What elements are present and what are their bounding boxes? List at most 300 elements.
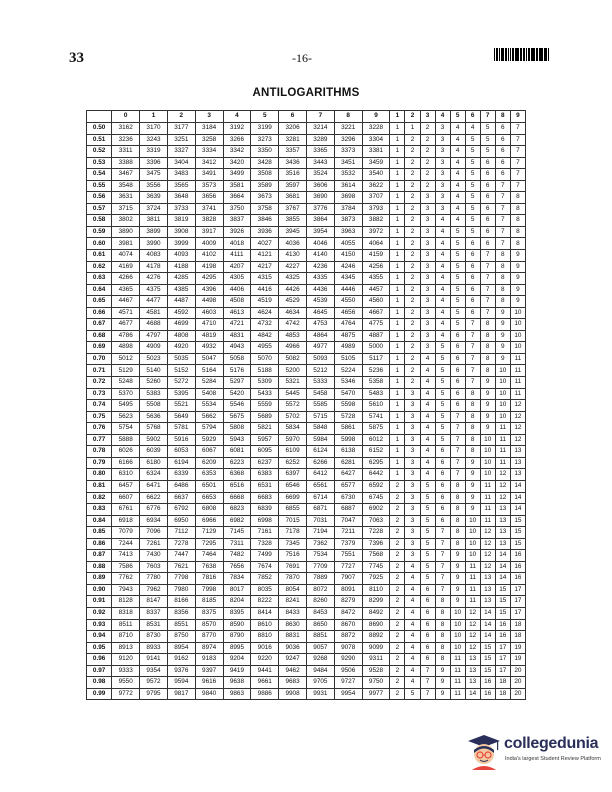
antilog-value: 3365 xyxy=(306,146,334,158)
mean-difference: 4 xyxy=(450,157,465,169)
mean-difference: 8 xyxy=(450,527,465,539)
mean-difference: 2 xyxy=(390,480,405,492)
mean-difference: 5 xyxy=(465,146,480,158)
antilog-value: 4074 xyxy=(112,250,140,262)
antilog-value: 5902 xyxy=(140,434,168,446)
mean-difference: 15 xyxy=(495,607,510,619)
antilog-value: 4797 xyxy=(140,330,168,342)
antilog-value: 8551 xyxy=(167,619,195,631)
mean-difference: 3 xyxy=(420,203,435,215)
table-row xyxy=(87,631,526,643)
header-mean-difference: 2 xyxy=(405,111,420,123)
antilog-value: 4842 xyxy=(251,330,279,342)
row-label: 0.93 xyxy=(87,619,112,631)
mean-difference: 3 xyxy=(405,423,420,435)
mean-difference: 4 xyxy=(450,203,465,215)
antilog-value: 3251 xyxy=(167,134,195,146)
antilog-value: 3707 xyxy=(362,192,390,204)
table-row xyxy=(87,226,526,238)
table-row xyxy=(87,180,526,192)
mean-difference: 8 xyxy=(435,596,450,608)
mean-difference: 9 xyxy=(495,319,510,331)
mean-difference: 1 xyxy=(390,388,405,400)
antilog-value: 4753 xyxy=(306,319,334,331)
antilog-value: 3846 xyxy=(251,215,279,227)
mean-difference: 11 xyxy=(450,654,465,666)
mean-difference: 9 xyxy=(435,665,450,677)
antilog-value: 9931 xyxy=(306,688,334,700)
row-label: 0.96 xyxy=(87,654,112,666)
mean-difference: 14 xyxy=(480,619,495,631)
antilog-value: 8453 xyxy=(306,607,334,619)
mean-difference: 8 xyxy=(465,423,480,435)
antilog-value: 4989 xyxy=(334,342,362,354)
table-row xyxy=(87,654,526,666)
mean-difference: 2 xyxy=(390,538,405,550)
mean-difference: 12 xyxy=(480,561,495,573)
mean-difference: 8 xyxy=(465,388,480,400)
mean-difference: 7 xyxy=(495,215,510,227)
antilog-value: 4295 xyxy=(195,273,223,285)
mean-difference: 13 xyxy=(480,596,495,608)
antilog-value: 4198 xyxy=(195,261,223,273)
mean-difference: 2 xyxy=(390,515,405,527)
antilog-value: 5768 xyxy=(140,423,168,435)
antilog-value: 4140 xyxy=(306,250,334,262)
antilog-value: 4775 xyxy=(362,319,390,331)
mean-difference: 6 xyxy=(480,192,495,204)
row-label: 0.68 xyxy=(87,330,112,342)
mean-difference: 4 xyxy=(405,642,420,654)
mean-difference: 5 xyxy=(450,296,465,308)
mean-difference: 1 xyxy=(390,411,405,423)
antilog-value: 9484 xyxy=(306,665,334,677)
antilog-value: 3811 xyxy=(140,215,168,227)
antilog-value: 5272 xyxy=(167,377,195,389)
antilog-value: 5572 xyxy=(279,400,307,412)
mean-difference: 11 xyxy=(450,665,465,677)
mean-difference: 6 xyxy=(420,619,435,631)
mean-difference: 4 xyxy=(450,123,465,135)
row-label: 0.81 xyxy=(87,480,112,492)
mean-difference: 5 xyxy=(465,226,480,238)
antilog-value: 3428 xyxy=(251,157,279,169)
mean-difference: 5 xyxy=(465,192,480,204)
antilog-value: 9333 xyxy=(112,665,140,677)
antilog-value: 7413 xyxy=(112,550,140,562)
antilog-value: 3162 xyxy=(112,123,140,135)
mean-difference: 1 xyxy=(390,273,405,285)
mean-difference: 4 xyxy=(435,319,450,331)
mean-difference: 3 xyxy=(420,296,435,308)
mean-difference: 5 xyxy=(420,492,435,504)
table-row xyxy=(87,192,526,204)
header-digit: 3 xyxy=(195,111,223,123)
antilog-value: 8035 xyxy=(251,584,279,596)
mean-difference: 6 xyxy=(465,296,480,308)
table-row xyxy=(87,400,526,412)
mean-difference: 11 xyxy=(495,434,510,446)
antilog-value: 6982 xyxy=(223,515,251,527)
table-row xyxy=(87,596,526,608)
mean-difference: 6 xyxy=(420,596,435,608)
antilog-value: 3882 xyxy=(362,215,390,227)
antilog-value: 3342 xyxy=(223,146,251,158)
mean-difference: 2 xyxy=(390,596,405,608)
antilog-value: 6592 xyxy=(362,480,390,492)
antilog-value: 4093 xyxy=(167,250,195,262)
antilog-value: 5848 xyxy=(306,423,334,435)
antilog-value: 5117 xyxy=(362,353,390,365)
mean-difference: 10 xyxy=(450,619,465,631)
antilog-value: 9616 xyxy=(195,677,223,689)
antilog-value: 5188 xyxy=(251,365,279,377)
barcode-bar xyxy=(546,48,547,61)
mean-difference: 13 xyxy=(510,446,525,458)
antilog-value: 9683 xyxy=(279,677,307,689)
antilog-value: 3499 xyxy=(223,169,251,181)
antilog-value: 8670 xyxy=(334,619,362,631)
mean-difference: 8 xyxy=(450,480,465,492)
mean-difference: 13 xyxy=(465,654,480,666)
antilog-value: 4764 xyxy=(334,319,362,331)
mean-difference: 9 xyxy=(450,596,465,608)
mean-difference: 18 xyxy=(510,631,525,643)
antilog-value: 7482 xyxy=(223,550,251,562)
antilog-value: 3273 xyxy=(251,134,279,146)
mean-difference: 9 xyxy=(510,273,525,285)
antilog-value: 4624 xyxy=(251,307,279,319)
mean-difference: 2 xyxy=(390,607,405,619)
row-label: 0.92 xyxy=(87,607,112,619)
row-label: 0.76 xyxy=(87,423,112,435)
mean-difference: 7 xyxy=(450,457,465,469)
mean-difference: 10 xyxy=(465,550,480,562)
mean-difference: 1 xyxy=(390,469,405,481)
mean-difference: 6 xyxy=(435,457,450,469)
antilog-value: 8872 xyxy=(334,631,362,643)
row-label: 0.58 xyxy=(87,215,112,227)
table-row xyxy=(87,273,526,285)
mean-difference: 4 xyxy=(420,365,435,377)
mean-difference: 9 xyxy=(495,330,510,342)
antilog-value: 4315 xyxy=(251,273,279,285)
mean-difference: 7 xyxy=(435,538,450,550)
antilog-value: 7261 xyxy=(140,538,168,550)
mean-difference: 5 xyxy=(450,226,465,238)
antilog-value: 7798 xyxy=(167,573,195,585)
antilog-value: 9397 xyxy=(195,665,223,677)
mean-difference: 5 xyxy=(420,561,435,573)
antilog-value: 9311 xyxy=(362,654,390,666)
table-row xyxy=(87,665,526,677)
antilog-value: 3311 xyxy=(112,146,140,158)
antilog-value: 6152 xyxy=(362,446,390,458)
antilog-value: 5916 xyxy=(167,434,195,446)
antilog-value: 4159 xyxy=(362,250,390,262)
antilog-value: 7621 xyxy=(167,561,195,573)
mean-difference: 13 xyxy=(495,515,510,527)
mean-difference: 6 xyxy=(420,607,435,619)
mean-difference: 11 xyxy=(465,596,480,608)
antilog-value: 7129 xyxy=(195,527,223,539)
mean-difference: 2 xyxy=(405,146,420,158)
mean-difference: 17 xyxy=(510,584,525,596)
mean-difference: 2 xyxy=(405,169,420,181)
antilog-value: 7907 xyxy=(334,573,362,585)
table-row xyxy=(87,607,526,619)
mean-difference: 4 xyxy=(435,226,450,238)
mean-difference: 6 xyxy=(465,250,480,262)
antilog-value: 4207 xyxy=(223,261,251,273)
mean-difference: 4 xyxy=(450,169,465,181)
mean-difference: 6 xyxy=(450,377,465,389)
mean-difference: 6 xyxy=(480,238,495,250)
antilog-value: 7328 xyxy=(251,538,279,550)
antilog-value: 5610 xyxy=(362,400,390,412)
mean-difference: 16 xyxy=(510,573,525,585)
antilog-value: 8610 xyxy=(251,619,279,631)
antilog-value: 5370 xyxy=(112,388,140,400)
antilog-value: 6730 xyxy=(334,492,362,504)
antilog-value: 3214 xyxy=(306,123,334,135)
mean-difference: 2 xyxy=(390,631,405,643)
antilog-value: 3639 xyxy=(140,192,168,204)
antilog-value: 9290 xyxy=(334,654,362,666)
row-label: 0.65 xyxy=(87,296,112,308)
header-mean-difference: 8 xyxy=(495,111,510,123)
antilog-value: 8650 xyxy=(306,619,334,631)
antilog-value: 6808 xyxy=(195,504,223,516)
mean-difference: 3 xyxy=(420,226,435,238)
mean-difference: 4 xyxy=(405,665,420,677)
antilog-value: 6950 xyxy=(167,515,195,527)
mean-difference: 6 xyxy=(435,446,450,458)
antilog-value: 9661 xyxy=(251,677,279,689)
antilog-value: 5808 xyxy=(223,423,251,435)
antilog-value: 6383 xyxy=(251,469,279,481)
mean-difference: 15 xyxy=(510,538,525,550)
mean-difference: 7 xyxy=(465,365,480,377)
antilog-value: 4477 xyxy=(140,296,168,308)
barcode-bar xyxy=(536,48,538,61)
antilog-value: 4246 xyxy=(334,261,362,273)
antilog-value: 3266 xyxy=(223,134,251,146)
antilog-value: 3589 xyxy=(251,180,279,192)
antilog-value: 9016 xyxy=(251,642,279,654)
antilog-value: 7379 xyxy=(334,538,362,550)
mean-difference: 6 xyxy=(465,261,480,273)
table-row xyxy=(87,377,526,389)
antilog-value: 4966 xyxy=(279,342,307,354)
mean-difference: 9 xyxy=(510,250,525,262)
antilog-value: 4046 xyxy=(306,238,334,250)
mean-difference: 15 xyxy=(495,584,510,596)
antilog-value: 3192 xyxy=(223,123,251,135)
row-label: 0.57 xyxy=(87,203,112,215)
antilog-value: 6622 xyxy=(140,492,168,504)
mean-difference: 3 xyxy=(435,157,450,169)
antilog-value: 3715 xyxy=(112,203,140,215)
antilog-value: 6761 xyxy=(112,504,140,516)
row-label: 0.61 xyxy=(87,250,112,262)
row-label: 0.94 xyxy=(87,631,112,643)
mean-difference: 4 xyxy=(435,215,450,227)
antilog-value: 3999 xyxy=(167,238,195,250)
antilog-value: 3828 xyxy=(195,215,223,227)
mean-difference: 5 xyxy=(465,169,480,181)
mean-difference: 5 xyxy=(435,423,450,435)
table-row xyxy=(87,365,526,377)
mean-difference: 13 xyxy=(480,584,495,596)
antilog-value: 9594 xyxy=(167,677,195,689)
antilog-value: 3516 xyxy=(279,169,307,181)
antilog-value: 6546 xyxy=(279,480,307,492)
antilog-value: 8128 xyxy=(112,596,140,608)
table-row xyxy=(87,307,526,319)
mean-difference: 7 xyxy=(495,180,510,192)
mean-difference: 17 xyxy=(495,642,510,654)
mean-difference: 1 xyxy=(390,284,405,296)
mean-difference: 12 xyxy=(510,434,525,446)
antilog-value: 8337 xyxy=(140,607,168,619)
antilog-value: 4508 xyxy=(223,296,251,308)
antilog-value: 7691 xyxy=(279,561,307,573)
mean-difference: 2 xyxy=(405,296,420,308)
header-mean-difference: 6 xyxy=(465,111,480,123)
header-corner xyxy=(87,111,112,123)
mean-difference: 3 xyxy=(420,307,435,319)
mean-difference: 3 xyxy=(405,527,420,539)
mean-difference: 6 xyxy=(435,480,450,492)
antilog-value: 7447 xyxy=(167,550,195,562)
row-label: 0.62 xyxy=(87,261,112,273)
antilog-value: 3296 xyxy=(334,134,362,146)
antilog-value: 4102 xyxy=(195,250,223,262)
antilog-value: 3327 xyxy=(167,146,195,158)
mean-difference: 4 xyxy=(420,457,435,469)
mean-difference: 12 xyxy=(465,631,480,643)
antilog-value: 4909 xyxy=(140,342,168,354)
table-row xyxy=(87,146,526,158)
antilog-value: 5781 xyxy=(167,423,195,435)
mean-difference: 10 xyxy=(510,330,525,342)
table-row xyxy=(87,573,526,585)
mean-difference: 4 xyxy=(405,677,420,689)
row-label: 0.56 xyxy=(87,192,112,204)
mean-difference: 10 xyxy=(465,527,480,539)
mean-difference: 6 xyxy=(480,215,495,227)
mean-difference: 8 xyxy=(480,319,495,331)
antilog-value: 8395 xyxy=(223,607,251,619)
mean-difference: 4 xyxy=(420,446,435,458)
mean-difference: 1 xyxy=(390,319,405,331)
mean-difference: 10 xyxy=(495,388,510,400)
antilog-value: 5458 xyxy=(306,388,334,400)
antilog-value: 3532 xyxy=(334,169,362,181)
mean-difference: 2 xyxy=(390,550,405,562)
mean-difference: 11 xyxy=(495,423,510,435)
antilog-value: 5984 xyxy=(306,434,334,446)
antilog-value: 4188 xyxy=(167,261,195,273)
antilog-value: 4396 xyxy=(195,284,223,296)
table-row xyxy=(87,238,526,250)
antilog-value: 7638 xyxy=(195,561,223,573)
antilog-value: 7603 xyxy=(140,561,168,573)
mean-difference: 3 xyxy=(420,284,435,296)
antilog-value: 8995 xyxy=(223,642,251,654)
mean-difference: 4 xyxy=(420,469,435,481)
antilog-value: 5224 xyxy=(334,365,362,377)
antilog-value: 6397 xyxy=(279,469,307,481)
barcode-bar xyxy=(499,48,500,61)
mean-difference: 3 xyxy=(405,457,420,469)
row-label: 0.89 xyxy=(87,573,112,585)
mean-difference: 5 xyxy=(435,434,450,446)
mean-difference: 7 xyxy=(435,584,450,596)
mean-difference: 12 xyxy=(495,480,510,492)
row-label: 0.66 xyxy=(87,307,112,319)
antilog-value: 5260 xyxy=(140,377,168,389)
mean-difference: 6 xyxy=(420,631,435,643)
antilog-value: 5636 xyxy=(140,411,168,423)
antilog-value: 3334 xyxy=(195,146,223,158)
antilog-value: 4018 xyxy=(223,238,251,250)
mean-difference: 7 xyxy=(480,273,495,285)
mean-difference: 10 xyxy=(480,469,495,481)
antilog-value: 9204 xyxy=(223,654,251,666)
row-label: 0.90 xyxy=(87,584,112,596)
antilog-value: 3221 xyxy=(334,123,362,135)
antilog-value: 4498 xyxy=(195,296,223,308)
header-mean-difference: 1 xyxy=(390,111,405,123)
mean-difference: 6 xyxy=(480,203,495,215)
mean-difference: 7 xyxy=(465,342,480,354)
mean-difference: 2 xyxy=(390,584,405,596)
antilog-value: 6934 xyxy=(140,515,168,527)
antilog-value: 4009 xyxy=(195,238,223,250)
mean-difference: 7 xyxy=(510,157,525,169)
header-digit: 1 xyxy=(140,111,168,123)
antilog-value: 6823 xyxy=(223,504,251,516)
mean-difference: 7 xyxy=(480,284,495,296)
antilog-value: 3581 xyxy=(223,180,251,192)
antilog-value: 4266 xyxy=(112,273,140,285)
antilog-value: 9908 xyxy=(279,688,307,700)
antilog-value: 8892 xyxy=(362,631,390,643)
antilog-value: 3396 xyxy=(140,157,168,169)
mean-difference: 8 xyxy=(480,330,495,342)
antilog-value: 9954 xyxy=(334,688,362,700)
mean-difference: 1 xyxy=(390,423,405,435)
antilog-value: 3917 xyxy=(195,226,223,238)
mean-difference: 2 xyxy=(390,527,405,539)
antilog-value: 4036 xyxy=(279,238,307,250)
mean-difference: 6 xyxy=(450,353,465,365)
header-digit: 0 xyxy=(112,111,140,123)
antilog-value: 7516 xyxy=(279,550,307,562)
mean-difference: 8 xyxy=(495,250,510,262)
antilog-value: 3350 xyxy=(251,146,279,158)
antilog-value: 6012 xyxy=(362,434,390,446)
antilog-value: 7396 xyxy=(362,538,390,550)
mean-difference: 5 xyxy=(420,504,435,516)
mean-difference: 18 xyxy=(510,619,525,631)
antilog-value: 4634 xyxy=(279,307,307,319)
mean-difference: 1 xyxy=(390,446,405,458)
mean-difference: 12 xyxy=(480,550,495,562)
mean-difference: 10 xyxy=(495,411,510,423)
